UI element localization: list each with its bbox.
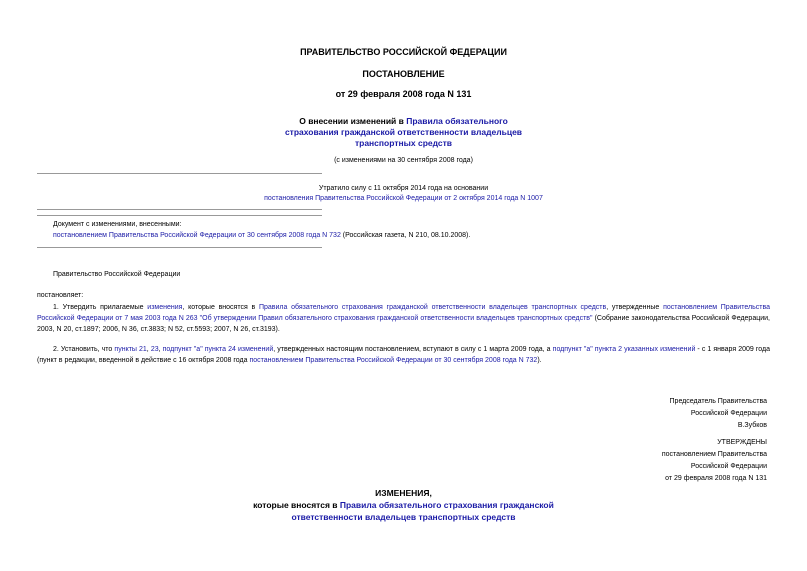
changes-title: [0, 487, 807, 523]
changes-title-prefix: которые вносятся в: [253, 500, 340, 510]
p2-link-point-21[interactable]: пункты 21: [114, 346, 147, 353]
changes-doc: [53, 232, 470, 239]
decree-word: постановляет:: [37, 292, 84, 299]
p1-link-rules[interactable]: Правила обязательного страхования гражданской ответственности владельцев транспортных средств: [258, 304, 607, 311]
title-link-rules-line3[interactable]: транспортных средств: [354, 138, 453, 148]
expired-link[interactable]: постановления Правительства Российской Федерации от 2 октября 2014 года N 1007: [264, 195, 543, 202]
changes-title-line1: ИЗМЕНЕНИЯ,: [375, 488, 432, 498]
title-prefix: О внесении изменений в: [299, 116, 407, 126]
document-date-number: от 29 февраля 2008 года N 131: [335, 89, 472, 99]
p1-link-changes[interactable]: изменения: [147, 304, 183, 311]
signature-block: [670, 396, 767, 432]
p2-link-point-23[interactable]: 23: [150, 346, 159, 353]
title-link-rules[interactable]: Правила обязательного: [406, 116, 508, 126]
signature-name: В.Зубков: [737, 422, 767, 429]
p2-link-subpoint-24[interactable]: подпункт "а" пункта 24 изменений: [162, 346, 274, 353]
divider: [37, 215, 322, 216]
expired-notice: Утратило силу с 11 октября 2014 года на основании: [318, 185, 489, 192]
p1-text: , утвержденные: [606, 304, 664, 311]
document-title: [0, 116, 807, 149]
p2-link-decree-732[interactable]: постановлением Правительства Российской Федерации от 30 сентября 2008 года N 732: [249, 357, 538, 364]
p2-text: ,: [158, 346, 163, 353]
p2-text: ).: [537, 357, 542, 364]
changes-title-link-line3[interactable]: ответственности владельцев транспортных средств: [291, 512, 516, 522]
p2-text: - с 1 января 2009 года (пункт в редакции, введенной в действие с 16 октября 2008 года: [37, 346, 770, 364]
p2-text: ,: [146, 346, 151, 353]
paragraph-1: [37, 302, 770, 335]
signature-line: Председатель Правительства: [669, 398, 767, 405]
p2-text: , утвержденных настоящим постановлением, вступают в силу с 1 марта 2009 года, а: [273, 346, 553, 353]
document-type: ПОСТАНОВЛЕНИЕ: [362, 69, 445, 79]
p1-link-decree-263[interactable]: постановлением Правительства Российской Федерации от 7 мая 2003 года N 263 "Об утверждении Правил обязательного страхования гражданской ответственности владельцев транспортных средств": [37, 304, 770, 322]
changes-doc-link[interactable]: постановлением Правительства Российской Федерации от 30 сентября 2008 года N 732: [53, 232, 341, 239]
approved-line: Российской Федерации: [690, 463, 767, 470]
approved-line: постановлением Правительства: [661, 451, 767, 458]
approved-line: УТВЕРЖДЕНЫ: [717, 439, 767, 446]
approved-block: [662, 437, 767, 485]
title-link-rules-line2[interactable]: страхования гражданской ответственности владельцев: [284, 127, 523, 137]
p1-text: , которые вносятся в: [182, 304, 259, 311]
intro-text: Правительство Российской Федерации: [53, 271, 181, 278]
approved-line: от 29 февраля 2008 года N 131: [665, 475, 767, 482]
divider: [37, 247, 322, 248]
paragraph-2: [37, 344, 770, 366]
p1-text: 1. Утвердить прилагаемые: [53, 304, 148, 311]
p1-text: (Собрание законодательства Российской Федерации, 2003, N 20, ст.1897; 2006, N 36, ст.3833; N 52, ст.5593; 2007, N 26, ст.3193).: [37, 315, 770, 333]
divider: [37, 173, 322, 174]
amendments-note: (с изменениями на 30 сентября 2008 года): [334, 157, 473, 164]
divider: [37, 209, 322, 210]
changes-title-link[interactable]: Правила обязательного страхования гражданской: [339, 500, 554, 510]
changes-doc-label: Документ с изменениями, внесенными:: [53, 221, 182, 228]
changes-doc-suffix: (Российская газета, N 210, 08.10.2008).: [340, 232, 471, 239]
p2-link-subpoint-2[interactable]: подпункт "а" пункта 2 указанных изменений: [552, 346, 696, 353]
government-name: ПРАВИТЕЛЬСТВО РОССИЙСКОЙ ФЕДЕРАЦИИ: [300, 47, 507, 57]
p2-text: 2. Установить, что: [53, 346, 115, 353]
signature-line: Российской Федерации: [690, 410, 767, 417]
